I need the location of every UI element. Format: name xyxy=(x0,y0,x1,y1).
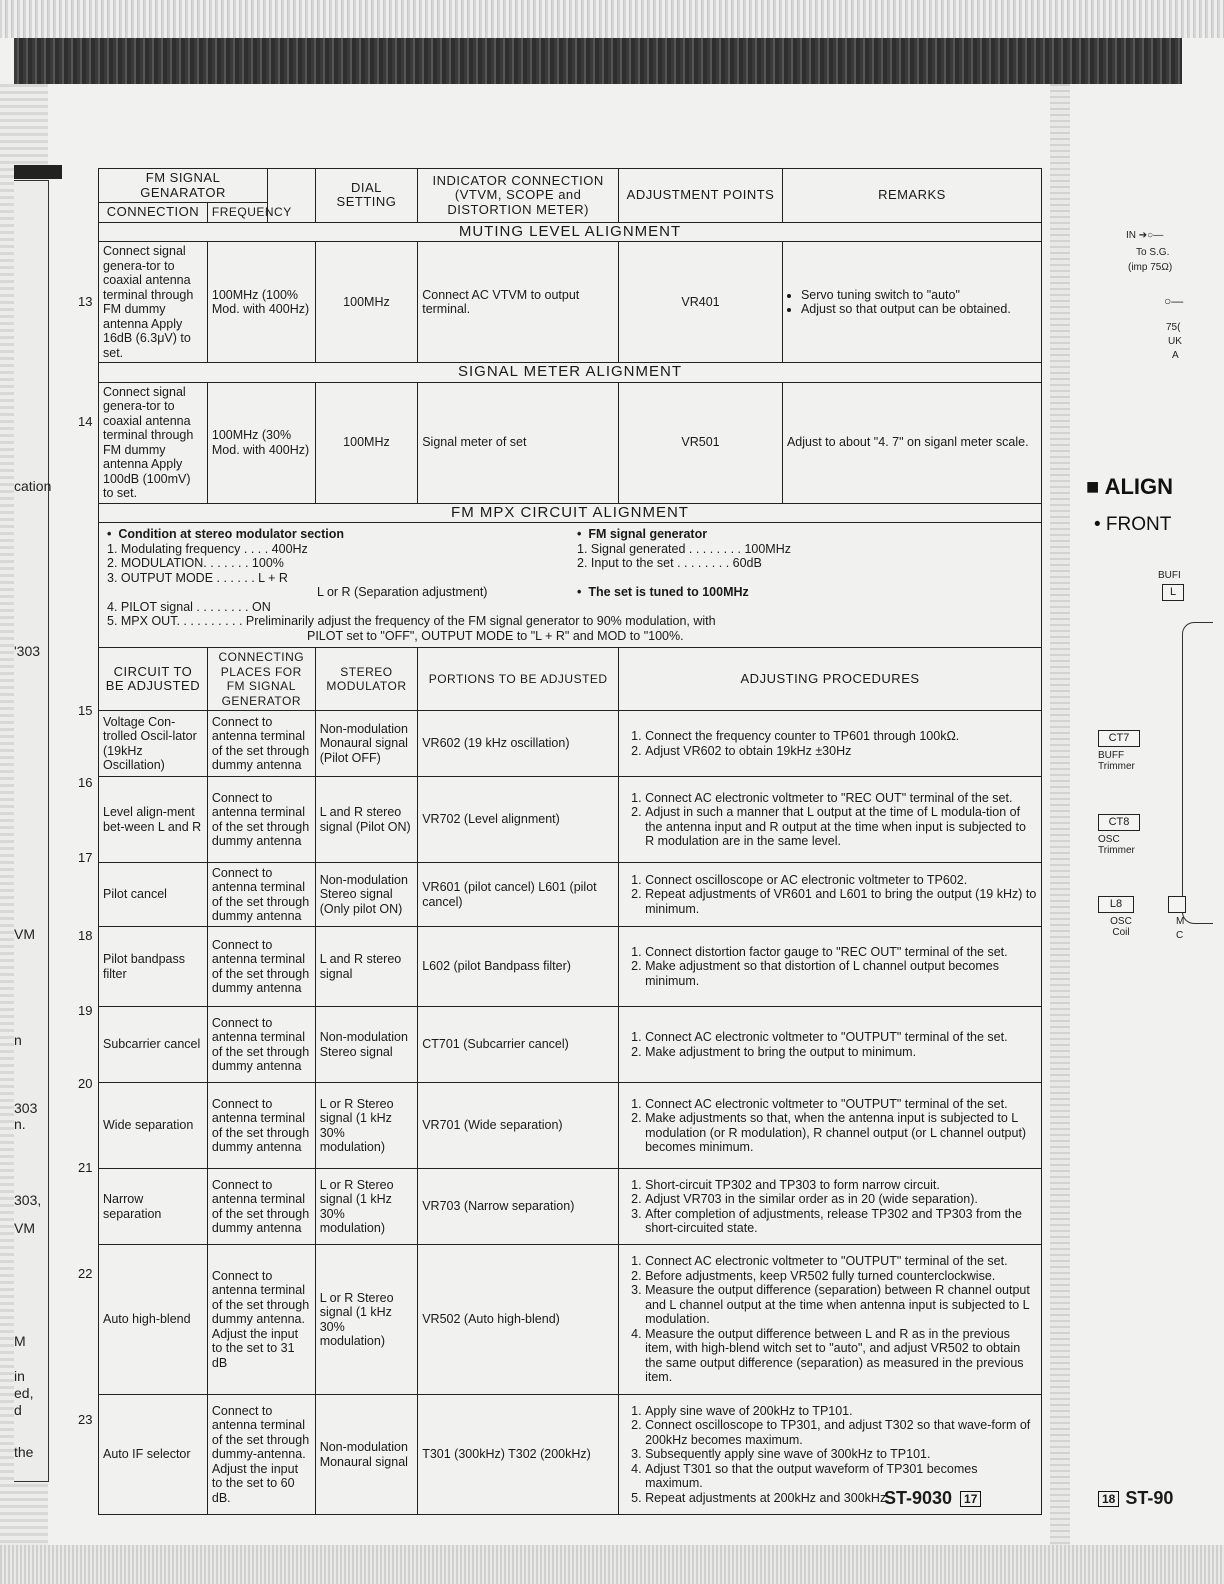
row-number-14: 14 xyxy=(78,414,93,429)
mpx-row-22 xyxy=(99,1245,1042,1395)
conditions-row xyxy=(99,523,1042,648)
row13-connection: Connect signal genera-tor to coaxial antenna terminal through FM dummy antenna Apply 16dB (6.3μV) to set. xyxy=(99,242,208,363)
row22-circuit: Auto high-blend xyxy=(99,1245,208,1395)
page-footer xyxy=(884,1488,981,1509)
condition-4: 4. PILOT signal . . . . . . . . ON xyxy=(107,599,271,614)
row17-connect: Connect to antenna terminal of the set through dummy antenna xyxy=(207,863,315,927)
side-c: C xyxy=(1176,930,1184,941)
left-text-cation: cation xyxy=(14,478,52,494)
next-page-footer xyxy=(1098,1488,1173,1509)
left-text-n: n xyxy=(14,1032,22,1048)
row22-modulator: L or R Stereo signal (1 kHz 30% modulation) xyxy=(315,1245,418,1395)
connection-header: CONNECTION xyxy=(99,203,208,223)
mpx-stereo-header: STEREO MODULATOR xyxy=(315,648,418,711)
row19-step: 1. Connect AC electronic voltmeter to "OUTPUT" terminal of the set. xyxy=(645,1030,1037,1045)
scan-bottom-noise xyxy=(0,1545,1224,1584)
left-text-vm: VM xyxy=(14,926,35,942)
condition-3: 3. OUTPUT MODE . . . . . . L + R xyxy=(107,570,288,585)
row22-connect: Connect to antenna terminal of the set through dummy antenna. Adjust the input to the set to 31 dB xyxy=(207,1245,315,1395)
row18-step: 1. Connect distortion factor gauge to "REC OUT" terminal of the set. xyxy=(645,945,1037,960)
side-m: M xyxy=(1176,916,1185,927)
condition-1: 1. Modulating frequency . . . . 400Hz xyxy=(107,541,308,556)
conditions-block: • Condition at stereo modulator section 1. Modulating frequency . . . . 400Hz 2. MODULATION. . . . . . . 100% 3. OUTPUT MODE . . . . . . L + R L or R (Separation adjustment) • FM signal generator 1. Signal generated . . . . . . . . 100MHz 2. Input to the set . . . . . . . . 60dB • The set is tuned to 100MHz 4. PILOT signal . . . . . . . . ON 5. MPX OUT. . . . . . . . . . Preliminarily adjust the frequency of the FM signal generator to 90% modulation, with PILOT set to "OFF", OUTPUT MODE to "L + R" and MOD to "100%. xyxy=(99,523,1042,648)
row15-connect: Connect to antenna terminal of the set through dummy antenna xyxy=(207,711,315,777)
row20-connect: Connect to antenna terminal of the set through dummy antenna xyxy=(207,1083,315,1169)
row21-step: 3. After completion of adjustments, release TP302 and TP303 from the short-circuited state. xyxy=(645,1207,1037,1236)
alignment-table xyxy=(98,168,1042,1515)
side-a: A xyxy=(1172,350,1179,361)
row21-modulator: L or R Stereo signal (1 kHz 30% modulation) xyxy=(315,1169,418,1245)
row-number-17: 17 xyxy=(78,850,93,865)
row14-indicator: Signal meter of set xyxy=(418,382,619,503)
left-text-nb: n. xyxy=(14,1116,26,1132)
row16-modulator: L and R stereo signal (Pilot ON) xyxy=(315,777,418,863)
row14-remarks: Adjust to about "4. 7" on siganl meter scale. xyxy=(782,382,1041,503)
mpx-circuit-header: CIRCUIT TO BE ADJUSTED xyxy=(99,648,208,711)
row15-procedures xyxy=(619,711,1042,777)
row-14 xyxy=(99,382,1042,503)
row-number-23: 23 xyxy=(78,1412,93,1427)
section-signal-meter: SIGNAL METER ALIGNMENT xyxy=(99,363,1042,383)
row-13 xyxy=(99,242,1042,363)
row16-step: 1. Connect AC electronic voltmeter to "REC OUT" terminal of the set. xyxy=(645,791,1037,806)
mpx-row-16 xyxy=(99,777,1042,863)
row15-portion: VR602 (19 kHz oscillation) xyxy=(418,711,619,777)
row19-modulator: Non-modulation Stereo signal xyxy=(315,1007,418,1083)
to-sg-label: To S.G. xyxy=(1136,247,1170,258)
row15-step: 1. Connect the frequency counter to TP601 through 100kΩ. xyxy=(645,729,1037,744)
next-model-number: ST-90 xyxy=(1125,1488,1174,1508)
row17-modulator: Non-modulation Stereo signal (Only pilot ON) xyxy=(315,863,418,927)
adjustment-points-header: ADJUSTMENT POINTS xyxy=(619,169,783,223)
row23-portion: T301 (300kHz) T302 (200kHz) xyxy=(418,1395,619,1515)
page-number: 17 xyxy=(960,1491,981,1507)
row-number-20: 20 xyxy=(78,1076,93,1091)
osc-coil-label: OSC Coil xyxy=(1110,916,1132,938)
row16-circuit: Level align-ment bet-ween L and R xyxy=(99,777,208,863)
row20-circuit: Wide separation xyxy=(99,1083,208,1169)
row19-portion: CT701 (Subcarrier cancel) xyxy=(418,1007,619,1083)
left-text-ed: ed, xyxy=(14,1385,34,1401)
left-page-tab xyxy=(14,180,52,1482)
row21-connect: Connect to antenna terminal of the set through dummy antenna xyxy=(207,1169,315,1245)
row23-step: 1. Apply sine wave of 200kHz to TP101. xyxy=(645,1404,1037,1419)
row-number-16: 16 xyxy=(78,775,93,790)
remarks-header: REMARKS xyxy=(782,169,1041,223)
left-text-in: in xyxy=(14,1368,25,1384)
row23-circuit: Auto IF selector xyxy=(99,1395,208,1515)
row22-step: 4. Measure the output difference between L and R as in the previous item, with high-blend witch set to "auto", and adjust VR502 to obtain the same output difference (separation) as measured in the previous item. xyxy=(645,1327,1037,1385)
row14-adjustment: VR501 xyxy=(619,382,783,503)
row23-step: 3. Subsequently apply sine wave of 300kHz to TP101. xyxy=(645,1447,1037,1462)
row23-step: 4. Adjust T301 so that the output waveform of TP301 becomes maximum. xyxy=(645,1462,1037,1491)
row13-remarks xyxy=(782,242,1041,363)
left-text-m: M xyxy=(14,1333,26,1349)
section-fm-mpx: FM MPX CIRCUIT ALIGNMENT xyxy=(99,503,1042,523)
tuned-note: The set is tuned to 100MHz xyxy=(588,585,749,599)
row16-procedures xyxy=(619,777,1042,863)
left-text-vmb: VM xyxy=(14,1220,35,1236)
row23-step: 2. Connect oscilloscope to TP301, and adjust T302 so that wave-form of 200kHz becomes maximum. xyxy=(645,1418,1037,1447)
condition-3b: L or R (Separation adjustment) xyxy=(317,585,488,599)
row16-step: 2. Adjust in such a manner that L output at the time of L modula-tion of the antenna input and R output at the time when input is subjected to R modulation are in the same level. xyxy=(645,805,1037,849)
row21-step: 2. Adjust VR703 in the similar order as in 20 (wide separation). xyxy=(645,1192,1037,1207)
buff-trimmer-label: BUFF Trimmer xyxy=(1098,750,1135,772)
row19-procedures xyxy=(619,1007,1042,1083)
row22-step: 1. Connect AC electronic voltmeter to "OUTPUT" terminal of the set. xyxy=(645,1254,1037,1269)
partial-box xyxy=(1168,896,1186,913)
row22-step: 2. Before adjustments, keep VR502 fully turned counterclockwise. xyxy=(645,1269,1037,1284)
front-heading: • FRONT xyxy=(1094,514,1172,535)
row18-step: 2. Make adjustment so that distortion of L channel output becomes minimum. xyxy=(645,959,1037,988)
row15-step: 2. Adjust VR602 to obtain 19kHz ±30Hz xyxy=(645,744,1037,759)
row-number-15: 15 xyxy=(78,703,93,718)
row18-modulator: L and R stereo signal xyxy=(315,927,418,1007)
row22-step: 3. Measure the output difference (separation) between R channel output and L channel output at the time when antenna input is subjected to L modulation. xyxy=(645,1283,1037,1327)
scan-top-band xyxy=(14,38,1182,84)
section-muting-level: MUTING LEVEL ALIGNMENT xyxy=(99,222,1042,242)
row18-connect: Connect to antenna terminal of the set through dummy antenna xyxy=(207,927,315,1007)
generator-1: 1. Signal generated . . . . . . . . 100MHz xyxy=(577,541,792,556)
mpx-connecting-header: CONNECTING PLACES FOR FM SIGNAL GENERATOR xyxy=(207,648,315,711)
scan-top-noise xyxy=(0,0,1224,38)
row20-portion: VR701 (Wide separation) xyxy=(418,1083,619,1169)
row13-indicator: Connect AC VTVM to output terminal. xyxy=(418,242,619,363)
mpx-row-18 xyxy=(99,927,1042,1007)
row-number-18: 18 xyxy=(78,928,93,943)
side-75: 75( xyxy=(1166,322,1181,333)
row13-adjustment: VR401 xyxy=(619,242,783,363)
condition-5: 5. MPX OUT. . . . . . . . . . Preliminarily adjust the frequency of the FM signal generator to 90% modulation, with xyxy=(107,614,716,628)
row20-procedures xyxy=(619,1083,1042,1169)
row22-portion: VR502 (Auto high-blend) xyxy=(418,1245,619,1395)
in-label: IN ➔○— xyxy=(1126,230,1164,241)
mpx-row-17 xyxy=(99,863,1042,927)
row19-step: 2. Make adjustment to bring the output to minimum. xyxy=(645,1045,1037,1060)
row16-connect: Connect to antenna terminal of the set through dummy antenna xyxy=(207,777,315,863)
left-text-303c: 303, xyxy=(14,1192,42,1208)
row17-step: 2. Repeat adjustments of VR601 and L601 to bring the output (19 kHz) to minimum. xyxy=(645,887,1037,916)
row23-connect: Connect to antenna terminal of the set through dummy-antenna. Adjust the input to the set to 60 dB. xyxy=(207,1395,315,1515)
left-black-mark xyxy=(14,165,62,179)
model-number: ST-9030 xyxy=(884,1488,953,1508)
condition-5b: PILOT set to "OFF", OUTPUT MODE to "L + R" and MOD to "100%. xyxy=(307,628,684,643)
impedance-label: (imp 75Ω) xyxy=(1128,262,1173,273)
row17-portion: VR601 (pilot cancel) L601 (pilot cancel) xyxy=(418,863,619,927)
l8-box: L8 xyxy=(1098,896,1134,913)
mpx-row-20 xyxy=(99,1083,1042,1169)
l-box: L xyxy=(1162,584,1184,601)
row13-remark-1: • Servo tuning switch to "auto" xyxy=(801,288,1037,303)
mpx-procedures-header: ADJUSTING PROCEDURES xyxy=(619,648,1042,711)
row19-connect: Connect to antenna terminal of the set through dummy antenna xyxy=(207,1007,315,1083)
mpx-portions-header: PORTIONS TO BE ADJUSTED xyxy=(418,648,619,711)
row14-dial: 100MHz xyxy=(315,382,418,503)
indicator-connection-header: INDICATOR CONNECTION (VTVM, SCOPE and DISTORTION METER) xyxy=(418,169,619,223)
row13-remark-2: • Adjust so that output can be obtained. xyxy=(801,302,1037,317)
row21-portion: VR703 (Narrow separation) xyxy=(418,1169,619,1245)
mpx-row-21 xyxy=(99,1169,1042,1245)
top-header-row xyxy=(99,169,1042,203)
panel-outline xyxy=(1182,622,1213,924)
row21-circuit: Narrow separation xyxy=(99,1169,208,1245)
connector-line: ○— xyxy=(1164,294,1184,308)
row19-circuit: Subcarrier cancel xyxy=(99,1007,208,1083)
left-text-303a: '303 xyxy=(14,643,41,659)
row-number-22: 22 xyxy=(78,1266,93,1281)
ct7-box: CT7 xyxy=(1098,730,1140,747)
row23-modulator: Non-modulation Monaural signal xyxy=(315,1395,418,1515)
row-number-13: 13 xyxy=(78,294,93,309)
row17-procedures xyxy=(619,863,1042,927)
fm-signal-generator-header: FM SIGNAL GENARATOR xyxy=(99,169,268,203)
row14-frequency: 100MHz (30% Mod. with 400Hz) xyxy=(207,382,315,503)
mpx-row-15 xyxy=(99,711,1042,777)
row17-circuit: Pilot cancel xyxy=(99,863,208,927)
row18-circuit: Pilot bandpass filter xyxy=(99,927,208,1007)
row21-procedures xyxy=(619,1169,1042,1245)
next-page-number: 18 xyxy=(1098,1491,1119,1507)
row14-connection: Connect signal genera-tor to coaxial antenna terminal through FM dummy antenna Apply 100dB (100mV) to set. xyxy=(99,382,208,503)
row22-procedures xyxy=(619,1245,1042,1395)
frequency-header: FREQUENCY xyxy=(207,203,267,223)
ct8-box: CT8 xyxy=(1098,814,1140,831)
row13-frequency: 100MHz (100% Mod. with 400Hz) xyxy=(207,242,315,363)
row15-circuit: Voltage Con-trolled Oscil-lator (19kHz Oscillation) xyxy=(99,711,208,777)
row20-modulator: L or R Stereo signal (1 kHz 30% modulation) xyxy=(315,1083,418,1169)
generator-2: 2. Input to the set . . . . . . . . 60dB xyxy=(577,556,762,570)
alignment-heading: ■ ALIGN xyxy=(1086,474,1174,499)
row16-portion: VR702 (Level alignment) xyxy=(418,777,619,863)
generator-title: FM signal generator xyxy=(588,527,708,541)
row13-dial: 100MHz xyxy=(315,242,418,363)
row-number-21: 21 xyxy=(78,1160,93,1175)
condition-2: 2. MODULATION. . . . . . . 100% xyxy=(107,556,284,570)
row15-modulator: Non-modulation Monaural signal (Pilot OFF) xyxy=(315,711,418,777)
left-text-d: d xyxy=(14,1402,22,1418)
side-uk: UK xyxy=(1168,336,1182,347)
row-number-19: 19 xyxy=(78,1003,93,1018)
row20-step: 2. Make adjustments so that, when the antenna input is subjected to L modulation (or R modulation), R channel output (or L channel output) becomes minimum. xyxy=(645,1111,1037,1155)
left-text-the: the xyxy=(14,1444,34,1460)
row17-step: 1. Connect oscilloscope or AC electronic voltmeter to TP602. xyxy=(645,873,1037,888)
row21-step: 1. Short-circuit TP302 and TP303 to form narrow circuit. xyxy=(645,1178,1037,1193)
row18-portion: L602 (pilot Bandpass filter) xyxy=(418,927,619,1007)
right-page-strip xyxy=(1050,84,1070,1584)
osc-trimmer-label: OSC Trimmer xyxy=(1098,834,1135,856)
row23-step: 5. Repeat adjustments at 200kHz and 300kHz. xyxy=(645,1491,1037,1506)
mpx-row-19 xyxy=(99,1007,1042,1083)
mpx-header-row xyxy=(99,648,1042,711)
left-text-303b: 303 xyxy=(14,1100,38,1116)
row18-procedures xyxy=(619,927,1042,1007)
row20-step: 1. Connect AC electronic voltmeter to "OUTPUT" terminal of the set. xyxy=(645,1097,1037,1112)
dial-setting-header: DIAL SETTING xyxy=(315,169,418,223)
condition-title: Condition at stereo modulator section xyxy=(118,527,345,541)
buf-label: BUFI xyxy=(1158,570,1181,581)
